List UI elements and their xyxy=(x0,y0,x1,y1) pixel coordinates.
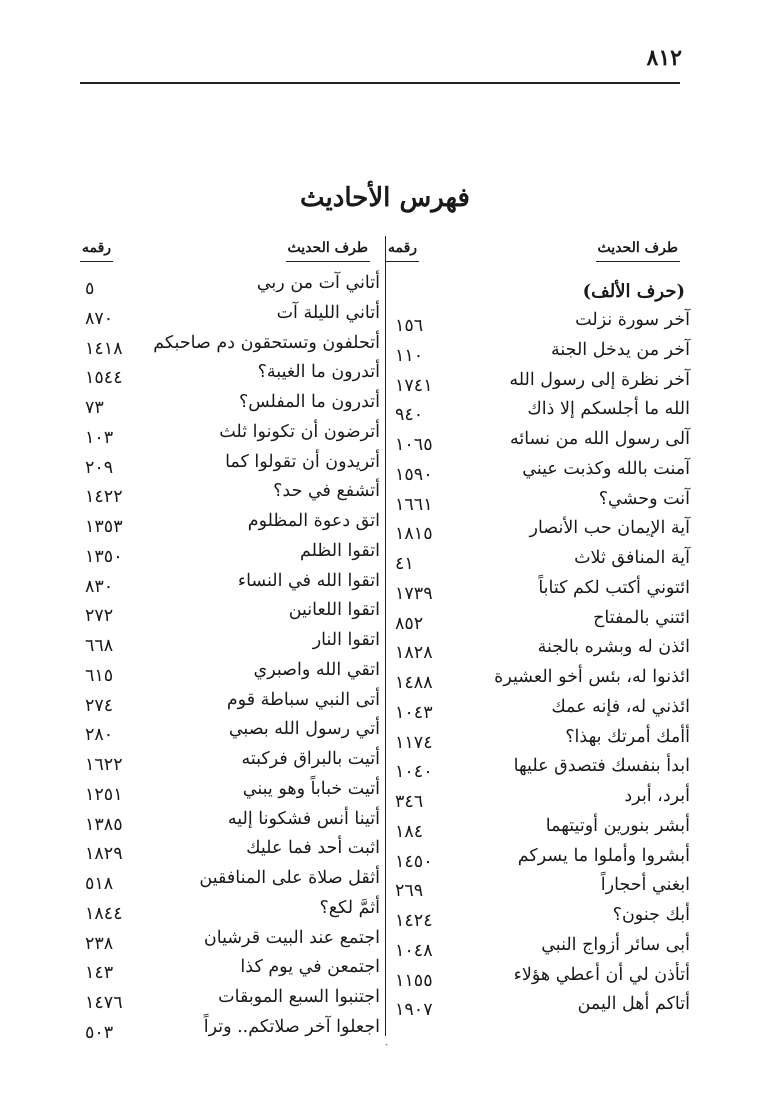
left-hadith-number: ١٤١٨ xyxy=(85,338,123,359)
right-hadith-number: ٩٤٠ xyxy=(395,405,424,426)
left-hadith-number: ٦١٥ xyxy=(85,665,114,686)
left-hadith-text: أتاني آت من ربي xyxy=(256,273,380,293)
right-hadith-number: ١٠٤٣ xyxy=(395,702,433,723)
right-hadith-number: ١٥٩٠ xyxy=(395,464,433,485)
left-hadith-text: أتيت بالبراق فركبته xyxy=(241,749,380,769)
right-hadith-text: ابغني أحجاراً xyxy=(600,875,690,896)
right-hadith-number: ٢٦٩ xyxy=(395,881,424,902)
left-hadith-text: اجتنبوا السبع الموبقات xyxy=(218,987,380,1007)
right-hadith-number: ٣٤٦ xyxy=(395,792,424,812)
right-hadith-text: آخر نظرة إلى رسول الله xyxy=(509,369,690,390)
right-hadith-number: ١٧٤١ xyxy=(395,375,433,396)
left-hadith-text: أترضون أن تكونوا ثلث xyxy=(219,421,380,442)
left-hadith-number: ٢٠٩ xyxy=(85,457,114,478)
right-hadith-text: أبرد، أبرد xyxy=(624,786,690,806)
left-hadith-number: ٥ xyxy=(85,279,95,299)
left-hadith-number: ١٥٤٤ xyxy=(85,368,123,389)
left-hadith-text: اتقوا الله في النساء xyxy=(237,570,380,591)
left-hadith-text: أتشفع في حد؟ xyxy=(273,481,380,502)
right-hadith-text: آخر سورة نزلت xyxy=(575,310,690,330)
right-hadith-number: ٨٥٢ xyxy=(395,613,424,634)
bottom-tick: ˏ xyxy=(385,1035,389,1046)
left-hadith-number: ١٤٣ xyxy=(85,963,114,984)
left-hadith-text: أتدرون ما المفلس؟ xyxy=(238,392,380,412)
right-hadith-text: أأمك أمرتك بهذا؟ xyxy=(565,726,690,747)
left-hadith-number: ٢٨٠ xyxy=(85,725,114,746)
right-hadith-text: أبى سائر أزواج النبي xyxy=(541,934,690,955)
right-hadith-text: أبشروا وأملوا ما يسركم xyxy=(517,845,690,866)
right-hadith-text: أتأذن لي أن أعطي هؤلاء xyxy=(513,964,690,985)
left-hadith-text: أتي رسول الله بصبي xyxy=(228,719,380,740)
left-hadith-text: أتى النبي سباطة قوم xyxy=(226,689,380,710)
left-hadith-number: ٨٧٠ xyxy=(85,308,114,329)
right-hadith-text: أبك جنون؟ xyxy=(612,905,690,925)
right-hadith-number: ٤١ xyxy=(395,554,414,574)
left-hadith-number: ١٨٤٤ xyxy=(85,903,123,924)
right-hadith-number: ١٠٦٥ xyxy=(395,435,433,455)
left-hadith-text: أتحلفون وتستحقون دم صاحبكم xyxy=(153,332,380,353)
right-hadith-number: ١٠٤٠ xyxy=(395,762,433,783)
left-hadith-text: اثبت أحد فما عليك xyxy=(246,838,380,859)
left-text-column-header: طرف الحديث xyxy=(286,235,370,262)
left-hadith-number: ٦٦٨ xyxy=(85,636,114,656)
right-text-column-header: طرف الحديث xyxy=(596,235,680,262)
right-hadith-text: آية المنافق ثلاث xyxy=(574,548,690,568)
right-hadith-number: ١٩٠٧ xyxy=(395,1000,433,1021)
right-hadith-text: الله ما أجلسكم إلا ذاك xyxy=(527,399,690,420)
left-hadith-text: أثقل صلاة على المنافقين xyxy=(199,868,380,888)
left-hadith-text: اتق دعوة المظلوم xyxy=(247,511,380,531)
right-hadith-text: ائذن له وبشره بالجنة xyxy=(537,637,690,658)
left-hadith-number: ١٣٨٥ xyxy=(85,814,123,835)
left-hadith-text: أتينا أنس فشكونا إليه xyxy=(227,808,380,829)
right-hadith-number: ١٤٨٨ xyxy=(395,673,433,693)
right-hadith-number: ١٨١٥ xyxy=(395,524,433,545)
left-hadith-number: ٥٠٣ xyxy=(85,1022,114,1043)
column-divider xyxy=(385,236,386,1036)
left-hadith-number: ٨٣٠ xyxy=(85,576,114,597)
left-hadith-number: ٢٧٤ xyxy=(85,695,114,716)
letter-heading: (حرف الألف) xyxy=(582,281,685,302)
left-hadith-text: اتقوا اللعانين xyxy=(288,600,380,621)
left-hadith-number: ٢٧٢ xyxy=(85,606,114,627)
left-hadith-text: أتاني الليلة آت xyxy=(276,302,380,323)
left-hadith-number: ٥١٨ xyxy=(85,874,114,894)
left-hadith-number: ١٤٢٢ xyxy=(85,487,123,508)
left-hadith-text: اجتمعن في يوم كذا xyxy=(240,957,380,978)
left-hadith-number: ١٢٥١ xyxy=(85,784,123,805)
right-hadith-text: آنت وحشي؟ xyxy=(598,488,690,509)
left-hadith-text: أتدرون ما الغيبة؟ xyxy=(257,362,380,383)
right-number-column-header: رقمه xyxy=(386,235,419,262)
index-title: فهرس الأحاديث xyxy=(300,183,470,213)
left-hadith-text: أتيت خباباً وهو يبني xyxy=(242,778,380,799)
left-hadith-number: ١٠٣ xyxy=(85,427,114,448)
right-hadith-number: ١٧٣٩ xyxy=(395,583,433,604)
right-hadith-number: ١٨٤ xyxy=(395,821,424,842)
left-hadith-number: ١٣٥٣ xyxy=(85,517,123,537)
left-hadith-number: ١٤٧٦ xyxy=(85,993,123,1013)
right-hadith-text: ائتني بالمفتاح xyxy=(593,607,690,628)
left-number-column-header: رقمه xyxy=(80,235,113,262)
left-hadith-text: اتقوا النار xyxy=(312,630,380,650)
left-hadith-number: ١٨٢٩ xyxy=(85,844,123,865)
left-hadith-number: ١٦٢٢ xyxy=(85,755,123,775)
left-hadith-text: أثمَّ لكع؟ xyxy=(319,897,380,918)
right-hadith-text: آية الإيمان حب الأنصار xyxy=(529,518,690,539)
right-hadith-text: أبشر بنورين أوتيتهما xyxy=(545,815,690,836)
right-hadith-number: ١١٥٥ xyxy=(395,970,433,991)
right-hadith-number: ١٠٤٨ xyxy=(395,940,433,961)
right-hadith-text: أتاكم أهل اليمن xyxy=(577,994,690,1015)
left-hadith-number: ٧٣ xyxy=(85,398,104,418)
left-hadith-text: اجعلوا آخر صلاتكم.. وتراً xyxy=(203,1016,380,1037)
right-hadith-text: ائذني له، فإنه عمك xyxy=(551,696,690,717)
right-hadith-number: ١٥٦ xyxy=(395,316,424,336)
page-number: ٨١٢ xyxy=(646,45,682,71)
right-hadith-number: ١١٧٤ xyxy=(395,732,433,753)
right-hadith-number: ١٦٦١ xyxy=(395,494,433,515)
right-hadith-text: ائذنوا له، بئس أخو العشيرة xyxy=(494,667,690,687)
right-hadith-text: ائتوني أكتب لكم كتاباً xyxy=(538,577,690,598)
header-rule xyxy=(80,82,680,84)
left-hadith-number: ١٣٥٠ xyxy=(85,546,123,567)
right-hadith-number: ١٤٢٤ xyxy=(395,911,433,931)
left-hadith-text: اجتمع عند البيت قرشيان xyxy=(203,927,380,948)
right-hadith-number: ١٨٢٨ xyxy=(395,643,433,664)
right-hadith-text: آمنت بالله وكذبت عيني xyxy=(522,458,690,479)
right-hadith-text: آلى رسول الله من نسائه xyxy=(509,429,690,449)
left-hadith-number: ٢٣٨ xyxy=(85,933,114,954)
right-hadith-number: ١١٠ xyxy=(395,345,424,366)
right-hadith-text: آخر من يدخل الجنة xyxy=(550,339,690,360)
left-hadith-text: اتقي الله واصبري xyxy=(253,659,380,680)
left-hadith-text: أتريدون أن تقولوا كما xyxy=(225,451,380,472)
right-hadith-number: ١٤٥٠ xyxy=(395,851,433,872)
left-hadith-text: اتقوا الظلم xyxy=(299,540,380,561)
right-hadith-text: ابدأ بنفسك فتصدق عليها xyxy=(513,756,690,777)
